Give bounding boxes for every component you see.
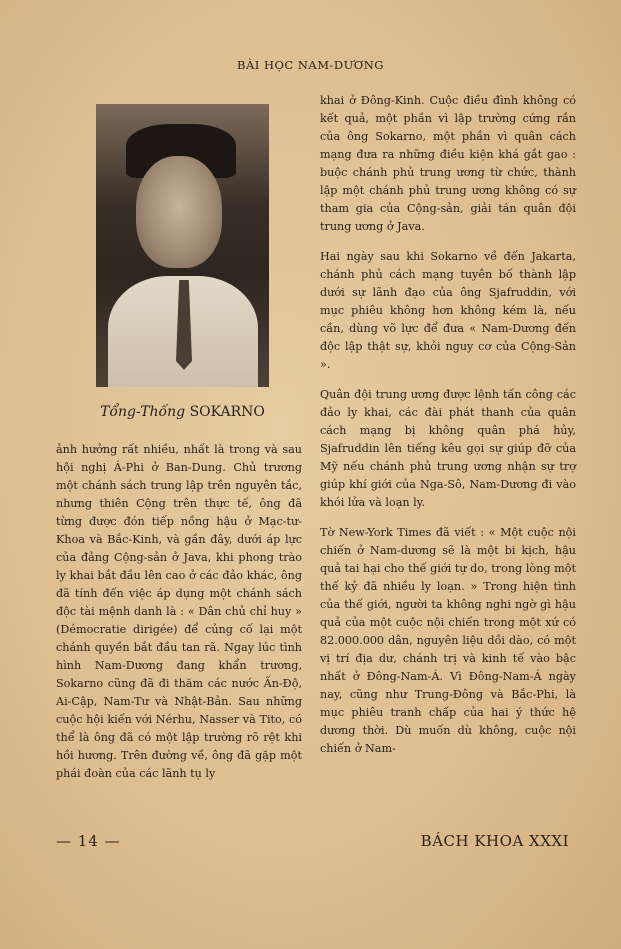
- running-header: BÀI HỌC NAM-DƯƠNG: [237, 58, 384, 72]
- paragraph: Quân đội trung ương được lệnh tấn công các đảo ly khai, các đài phát thanh của quân cách mạng bị không quân phá hủy, Sjafruddin lên tiếng kêu gọi sự giúp đỡ của Mỹ nếu chánh phủ trung ương nhận sự trợ giúp khí giới của Nga-Sô, Nam-Dương đi vào khói lửa và loạn ly.: [320, 388, 576, 509]
- paragraph: khai ở Đông-Kinh. Cuộc điều đình không có kết quả, một phần vì lập trường cứng rắn của ông Sokarno, một phần vì quân cách mạng đưa ra những điều kiện khá gắt gao : buộc chánh phủ trung ương từ chức, thành lập một chánh phủ trung ương không có sự tham gia của Cộng-sản, giải tán quân đội trung ương ở Java.: [320, 94, 576, 233]
- photo-caption: [96, 404, 269, 420]
- photo-face: [136, 156, 222, 268]
- paragraph: Hai ngày sau khi Sokarno về đến Jakarta, chánh phủ cách mạng tuyên bố thành lập dưới sự lãnh đạo của ông Sjafruddin, với mục phiêu không hơn không kém là, nếu cần, dùng võ lực để đưa « Nam-Dương đến độc lập thật sự, khỏi nguy cơ của Cộng-Sản ».: [320, 250, 576, 371]
- caption-prefix: Tổng-Thống: [100, 404, 186, 420]
- right-column: [320, 92, 576, 770]
- page-number: — 14 —: [56, 832, 121, 850]
- paragraph: Tờ New-York Times đã viết : « Một cuộc nội chiến ở Nam-dương sẽ là một bi kịch, hậu quả tai hại cho thế giới tự do, trong lòng một thế kỷ đã nhiều ly loạn. » Trong hiện tình của thế giới, người ta không nghi ngờ gì hậu quả của một cuộc nội chiến trong một xứ có 82.000.000 dân, nguyên liệu dồi dào, có một vị trí địa dư, chánh trị và kinh tế vào bậc nhất ở Đông-Nam-Á. Vì Đông-Nam-Á ngày nay, cũng như Trung-Đông và Bắc-Phi, là mục phiêu tranh chấp của hai ý thức hệ dương thời. Dù muốn dù không, cuộc nội chiến ở Nam-: [320, 526, 576, 755]
- left-column: [56, 441, 302, 795]
- paragraph: ảnh hưởng rất nhiều, nhất là trong và sau hội nghị Á-Phi ở Ban-Dung. Chủ trương một chánh sách trung lập trên nguyên tắc, nhưng thiên Cộng trên thực tế, ông đã từng được đón tiếp nồng hậu ở Mạc-tư-Khoa và Bắc-Kinh, và gần đây, dưới áp lực của đảng Cộng-sản ở Java, khi phong trào ly khai bắt đầu lên cao ở các đảo khác, ông đã tính đến việc áp dụng một chánh sách độc tài mệnh danh là : « Dân chủ chỉ huy » (Démocratie dirigée) để củng cố lại một chánh quyền bắt đầu tan rã. Ngay lúc tình hình Nam-Dương đang khẩn trương, Sokarno cũng đã đi thăm các nước Ấn-Độ, Ai-Cập, Nam-Tư và Nhật-Bản. Sau những cuộc hội kiến với Nérhu, Nasser và Tito, có thể là ông đã có một lập trường rõ rệt khi hồi hương. Trên đường về, ông đã gặp một phái đoàn của các lãnh tụ ly: [56, 443, 302, 780]
- portrait-photo: [96, 104, 269, 387]
- caption-name: SOKARNO: [189, 404, 265, 420]
- magazine-name: BÁCH KHOA XXXI: [420, 832, 569, 850]
